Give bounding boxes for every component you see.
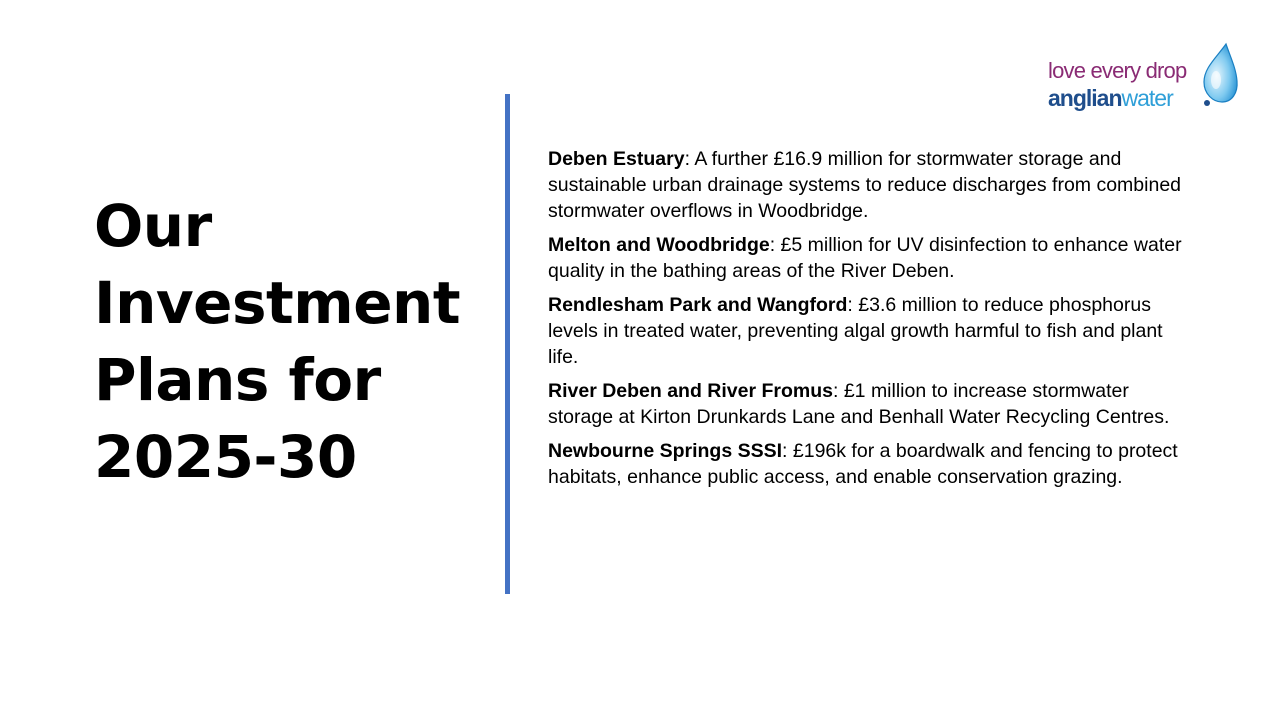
logo-tagline: love every drop bbox=[1048, 58, 1187, 83]
investment-item-newbourne-springs bbox=[548, 438, 1188, 490]
investment-item-melton-woodbridge bbox=[548, 232, 1188, 284]
logo-brand-name bbox=[1048, 85, 1173, 112]
title-line: Plans for bbox=[94, 346, 381, 414]
investment-list bbox=[548, 146, 1188, 498]
investment-item-text: : £1 million to increase stormwater storage at Kirton Drunkards Lane and Benhall Water Recycling Centres. bbox=[548, 380, 1170, 428]
investment-item-heading: Newbourne Springs SSSI bbox=[548, 440, 783, 462]
investment-item-heading: Melton and Woodbridge bbox=[548, 234, 770, 256]
investment-item-deben-fromus bbox=[548, 378, 1188, 430]
page-title bbox=[94, 188, 474, 496]
investment-item-rendlesham-wangford bbox=[548, 292, 1188, 370]
investment-item-text: : £5 million for UV disinfection to enhance water quality in the bathing areas of the River Deben. bbox=[548, 234, 1182, 282]
investment-item-text: : £196k for a boardwalk and fencing to protect habitats, enhance public access, and enable conservation grazing. bbox=[548, 440, 1178, 488]
logo-brand-part1: anglian bbox=[1048, 85, 1122, 111]
title-line: 2025-30 bbox=[94, 423, 357, 491]
investment-item-heading: Deben Estuary bbox=[548, 148, 685, 170]
vertical-divider bbox=[505, 94, 510, 594]
title-line: Investment bbox=[94, 269, 461, 337]
investment-item-heading: River Deben and River Fromus bbox=[548, 380, 833, 402]
investment-item-text: : £3.6 million to reduce phosphorus levels in treated water, preventing algal growth harmful to fish and plant life. bbox=[548, 294, 1163, 368]
anglian-water-logo bbox=[1046, 42, 1242, 114]
investment-item-deben-estuary bbox=[548, 146, 1188, 224]
title-line: Our bbox=[94, 192, 212, 260]
investment-item-text: : A further £16.9 million for stormwater storage and sustainable urban drainage systems to reduce discharges from combined stormwater overflows in Woodbridge. bbox=[548, 148, 1182, 222]
logo-brand-part2: water bbox=[1121, 85, 1173, 111]
investment-item-heading: Rendlesham Park and Wangford bbox=[548, 294, 848, 316]
water-drop-icon bbox=[1196, 42, 1240, 108]
